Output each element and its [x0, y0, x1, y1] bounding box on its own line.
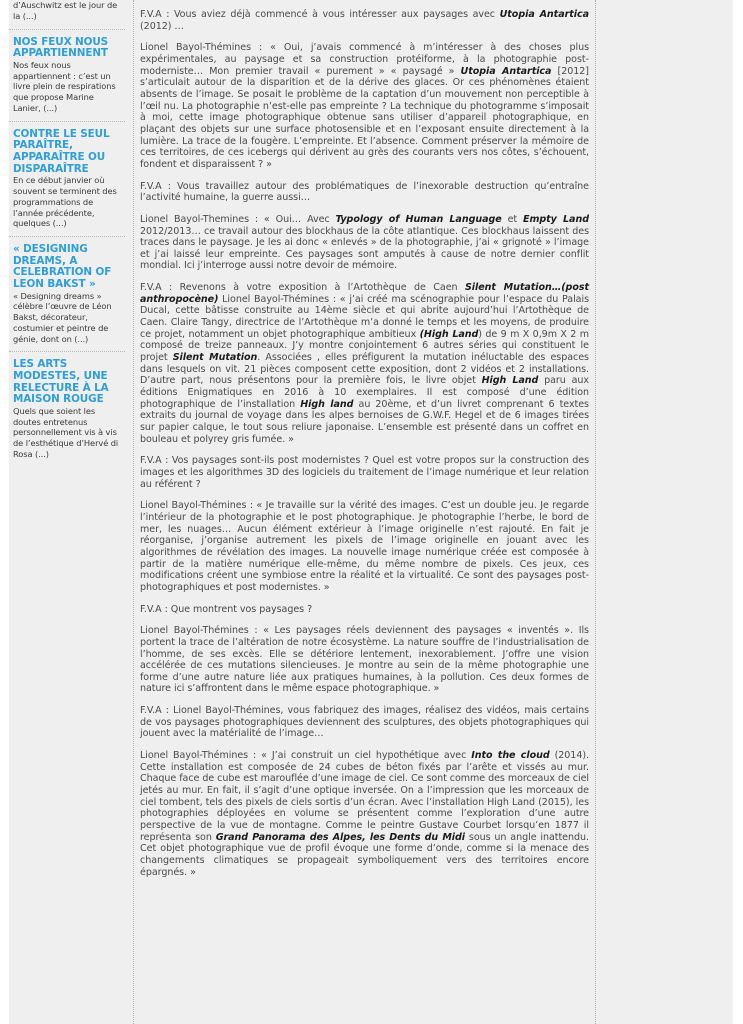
- text: sous un angle inattendu. Cet objet photographique vue de profil évoque une forme d’onde, comme si la menace des changements climatiques se propageait symboliquement vers des territoires encore épargnés. »: [140, 831, 590, 878]
- work-title: Empty Land: [523, 213, 589, 225]
- article-answer: [140, 214, 589, 272]
- article-question: F.V.A : Lionel Bayol-Thémines, vous fabriquez des images, réalisez des vidéos, mais certains de vos paysages photographiques deviennent des sculptures, des objets photographiques qui jouent avec la matérialité de l’image…: [140, 705, 589, 740]
- sidebar-item: [9, 236, 125, 344]
- text: F.V.A : Revenons à votre exposition à l’Artothèque de Caen: [140, 282, 465, 294]
- sidebar-item-title-link[interactable]: LES ARTS MODESTES, UNE RELECTURE À LA MAISON ROUGE: [13, 358, 109, 406]
- work-title: Typology of Human Language: [335, 213, 502, 225]
- sidebar-item: [9, 29, 125, 114]
- work-title: Into the cloud: [471, 750, 550, 762]
- sidebar-item-title-link[interactable]: CONTRE LE SEUL PARAÎTRE, APPARAÎTRE OU DISPARAÎTRE: [13, 127, 110, 175]
- article-answer: Lionel Bayol-Thémines : « Les paysages réels deviennent des paysages « inventés ». Ils portent la trace de l’altération de notre écosystème. La nature souffre de l’industrialisation de l’homme, de ses excès. Elle se détériore lentement, inexorablement. J’offre une vision accélérée de ces mutations silencieuses. Je montre au sein de la même photographie une forme d’une autre nature liée aux pratiques humaines, à la pollution. Ces deux formes de nature ici s’affrontent dans le même espace photographique. »: [140, 625, 589, 695]
- article-answer: [140, 42, 589, 170]
- text: F.V.A : Vous aviez déjà commencé à vous intéresser aux paysages avec: [140, 9, 500, 20]
- sidebar: [9, 0, 125, 1024]
- text: . Associées , elles préfigurent la mutation inéluctable des espaces dans lesquels on vit. 21 pièces composent cette exposition, dont 2 vidéos et 2 installations. D’autre part, nous présentons pour la première fois, le livre objet: [140, 352, 589, 387]
- text: (2012) …: [140, 20, 184, 32]
- text: paru aux éditions Enigmatiques en 2016 à 10 exemplaires. Il est composé d’une édition photographique de l’installation: [140, 375, 589, 410]
- text: au 20ème, et d’un livret comprenant 6 textes extraits du journal de voyage dans les alpes bernoises de G.W.F. Hegel et de 6 images tirées sur papier calque, le tout sous reliure japonaise. L’ensemble est présenté dans un coffret en bouleau et polyrey gris fumée. »: [140, 398, 589, 445]
- work-title: Silent Mutation: [172, 352, 258, 364]
- work-title: Grand Panorama des Alpes, les Dents du Midi: [215, 831, 466, 843]
- work-title: (High Land: [419, 328, 479, 340]
- work-title: High land: [300, 398, 354, 410]
- sidebar-item: [9, 121, 125, 229]
- text: (2014). Cette installation est composée de 24 cubes de béton fixés par l’arête et vissés au mur. Chaque face de cube est marouflée d’une image de ciel. Ce sont comme des morceaux de ciel jetés au mur. En fait, il s’agit d’une optique inversée. On a l’impression que les morceaux de ciel tombent, tels des pixels de ciels sortis d’un écran. Avec l’installation High Land (2015), les photographies déployées en volume se présentent comme l’exploration d’une autre perspective de la vue de montagne. Comme le peintre Gustave Courbet lorsqu’en 1877 il représenta son: [140, 750, 589, 843]
- text: Lionel Bayol-Thémines : « Oui, j’avais commencé à m’intéresser à des choses plus expérimentales, au paysage et sa construction protéiforme, à la photographie post-moderniste… Mon premier travail « purement » « paysagé »: [140, 42, 589, 77]
- text: ) de 9 m X 0,9m X 2 m composé de treize panneaux. J’y montre conjointement 6 autres séries qui constituent le projet: [140, 328, 589, 364]
- article-question: F.V.A : Vous travaillez autour des problématiques de l’inexorable destruction qu’entraîne l’activité humaine, la guerre aussi…: [140, 180, 589, 204]
- work-title: High Land: [481, 375, 539, 387]
- text: [2012] s’articulait autour de la disparition et de la dérive des glaces. Or ces phénomènes étaient absents de l’image. Se posait le problème de la captation d’un mouvement non perceptible à l’œil nu. La photographie n’est-elle pas empreinte ? La technique du photogramme s’imposait à moi, cette image photographique obtenue sans utiliser d’appareil photographique, en plaçant des objets sur une surface photosensible et en l’exposant ensuite directement à la lumière. La trace de la fougère. L’empreinte. Et l’absence. Comment préserver la mémoire de ces territoires, de ces icebergs qui dérivent au grès des courants vers nos côtes, s’échouent, fondent et disparaissent ? »: [140, 65, 589, 170]
- text: Lionel Bayol-Themines : « Oui… Avec: [140, 213, 336, 225]
- sidebar-item-title-link[interactable]: NOS FEUX NOUS APPARTIENNENT: [13, 35, 109, 60]
- sidebar-item: [9, 351, 125, 459]
- sidebar-item-excerpt: Nos feux nous appartiennent : c’est un livre plein de respirations que propose Marine Lanier, (...): [13, 59, 116, 113]
- article-body: [133, 0, 596, 1024]
- sidebar-item-excerpt: « Designing dreams » célèbre l’œuvre de Léon Bakst, décorateur, costumier et peintre de génie, dont on (...): [13, 290, 112, 344]
- text: 2012/2013… ce travail autour des blockhaus de la côte atlantique. Ces blockhaus laissent des traces dans le paysage. Je les ai donc « enlevés » de la photographie, j’ai « grignoté » l’image et j’ai laissé leur empreinte. Ces paysages sont amputés à cause de notre dernier conflit mondial. Ici j’interroge aussi notre devoir de mémoire.: [140, 225, 589, 272]
- article-answer: Lionel Bayol-Thémines : « Je travaille sur la vérité des images. C’est un double jeu. Je regarde l’intérieur de la photographie et le post photographique. Je photographie l’herbe, le bord de mer, les nuages… Aucun élément extérieur à l’image originelle n’est rajouté. En fait je réorganise, j’organise autrement les pixels de l’image originelle en jouant avec les algorithmes de révélation des images. La nouvelle image numérique créée est composée à partir de la matière numérique elle-même, du même nombre de pixels. Ces jeux, ces modifications créent une symbiose entre la réalité et la virtualité. Ce sont des paysages post-photographiques et post modernistes. »: [140, 500, 589, 593]
- sidebar-item-title-link[interactable]: « DESIGNING DREAMS, A CELEBRATION OF LEON BAKST »: [13, 243, 112, 290]
- text: et: [501, 213, 523, 225]
- text: Lionel Bayol-Thémines : « J’ai construit un ciel hypothétique avec: [140, 750, 472, 762]
- work-title: Silent Mutation…(post anthropocène): [140, 282, 589, 305]
- sidebar-item: [9, 0, 125, 22]
- sidebar-item-excerpt: d’Auschwitz est le jour de la (...): [13, 0, 118, 21]
- work-title: Utopia Antartica: [460, 65, 552, 77]
- article-answer: [140, 750, 589, 878]
- article-question: F.V.A : Que montrent vos paysages ?: [140, 603, 313, 615]
- article-question-answer: [140, 282, 589, 445]
- sidebar-item-excerpt: En ce début janvier où souvent se terminent des programmations de l’année précédente, quelques (...): [13, 175, 117, 229]
- text: Lionel Bayol-Thémines : « j’ai créé ma scénographie pour l’espace du Palais Ducal, cette bâtisse construite au 14ème siècle et qui abrite aujourd’hui l’Artothèque de Caen. Claire Tangy, directrice de l’Artothèque m’a donné le temps et les moyens, de produire ce projet, notamment un objet photographique ambitieux: [140, 293, 589, 340]
- sidebar-item-excerpt: Quels que soient les doutes entretenus personnellement vis à vis de l’esthétique d’Hervé di Rosa (...): [13, 405, 119, 460]
- work-title: Utopia Antartica: [499, 9, 589, 20]
- article-question: [140, 9, 589, 32]
- article-question: F.V.A : Vos paysages sont-ils post modernistes ? Quel est votre propos sur la construction des images et les algorithmes 3D des logiciels du traitement de l’image numérique et leur relation au référent ?: [140, 455, 589, 490]
